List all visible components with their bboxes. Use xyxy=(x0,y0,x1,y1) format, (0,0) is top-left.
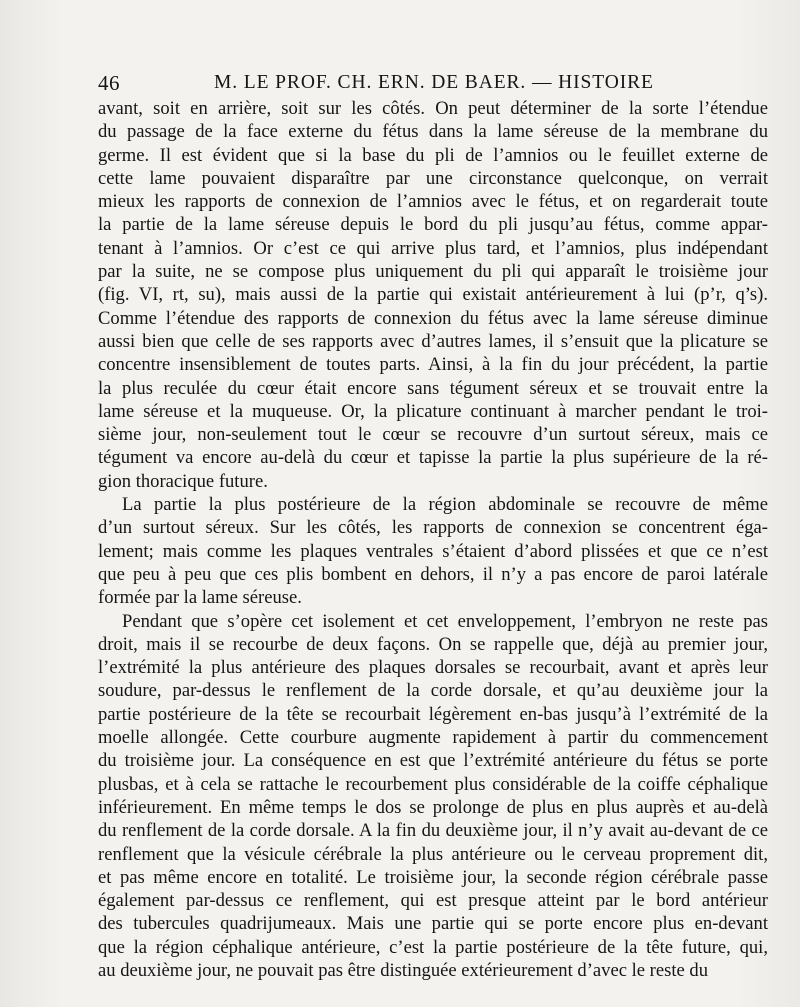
text-line: La partie la plus postérieure de la région abdominale se recouvre de même xyxy=(122,494,768,516)
text-line: tenant à l’amnios. Or c’est ce qui arrive plus tard, et l’amnios, plus indépendant xyxy=(98,237,768,259)
page-number: 46 xyxy=(98,71,120,95)
text-line: du passage de la face externe du fétus dans la lame séreuse de la membrane du xyxy=(98,121,768,143)
text-line: lement; mais comme les plaques ventrales s’étaient d’abord plissées et que ce n’est xyxy=(98,540,768,562)
text-line: que peu à peu que ces plis bombent en dehors, il n’y a pas encore de paroi latérale xyxy=(98,563,768,585)
text-line: que la région céphalique antérieure, c’est la partie postérieure de la tête future, qui, xyxy=(98,936,768,958)
text-line: droit, mais il se recourbe de deux façons. On se rappelle que, déjà au premier jour, xyxy=(98,633,768,655)
text-line: du renflement de la corde dorsale. A la fin du deuxième jour, il n’y avait au-devant de ce xyxy=(98,820,768,842)
text-line: par la suite, ne se compose plus uniquement du pli qui apparaît le troisième jour xyxy=(98,261,768,283)
text-line: et pas même encore en totalité. Le troisième jour, la seconde région cérébrale passe xyxy=(98,866,768,888)
text-line: au deuxième jour, ne pouvait pas être distinguée extérieurement d’avec le reste du xyxy=(98,959,709,981)
text-line: d’un surtout séreux. Sur les côtés, les rapports de connexion se concentrent éga- xyxy=(98,517,768,539)
text-line: cette lame pouvaient disparaître par une circonstance quelconque, on verrait xyxy=(98,167,768,189)
text-line: germe. Il est évident que si la base du pli de l’amnios ou le feuillet externe de xyxy=(98,144,768,166)
page-header xyxy=(98,70,760,96)
paragraph xyxy=(98,493,768,609)
text-line: renflement que la vésicule cérébrale la plus antérieure ou le cerveau proprement dit, xyxy=(98,843,768,865)
text-line: plusbas, et à cela se rattache le recourbement plus considérable de la coiffe céphalique xyxy=(98,773,768,795)
text-line: la partie de la lame séreuse depuis le bord du pli jusqu’au fétus, comme appar- xyxy=(98,214,768,236)
text-line: Pendant que s’opère cet isolement et cet enveloppement, l’embryon ne reste pas xyxy=(122,610,768,632)
text-line: lame séreuse et la muqueuse. Or, la plicature continuant à marcher pendant le troi- xyxy=(98,400,768,422)
text-line: la plus reculée du cœur était encore sans tégument séreux et se trouvait entre la xyxy=(98,377,768,399)
text-line: du troisième jour. La conséquence en est que l’extrémité antérieure du fétus se porte xyxy=(98,750,768,772)
paragraph xyxy=(98,97,768,493)
text-line: gion thoracique future. xyxy=(98,470,268,492)
text-line: Comme l’étendue des rapports de connexion du fétus avec la lame séreuse diminue xyxy=(98,307,768,329)
text-line: sième jour, non-seulement tout le cœur se recouvre d’un surtout séreux, mais ce xyxy=(98,424,768,446)
paragraph xyxy=(98,610,768,983)
text-line: inférieurement. En même temps le dos se prolonge de plus en plus auprès et au-delà xyxy=(98,796,768,818)
text-line: (fig. VI, rt, su), mais aussi de la partie qui existait antérieurement à lui (p’r, q’s). xyxy=(98,284,768,306)
text-line: soudure, par-dessus le renflement de la corde dorsale, et qu’au deuxième jour la xyxy=(98,680,768,702)
text-line: concentre insensiblement de toutes parts. Ainsi, à la fin du jour précédent, la partie xyxy=(98,354,768,376)
text-line: formée par la lame séreuse. xyxy=(98,587,302,609)
body-text xyxy=(98,97,768,982)
text-line: également par-dessus ce renflement, qui est presque atteint par le bord antérieur xyxy=(98,890,768,912)
text-line: moelle allongée. Cette courbure augmente rapidement à partir du commencement xyxy=(98,727,768,749)
text-line: mieux les rapports de connexion de l’amnios avec le fétus, et on regarderait toute xyxy=(98,191,768,213)
running-head: M. LE PROF. CH. ERN. DE BAER. — HISTOIRE xyxy=(214,72,654,93)
text-line: tégument va encore au-delà du cœur et tapisse la partie la plus supérieure de la ré- xyxy=(98,447,768,469)
text-line: des tubercules quadrijumeaux. Mais une partie qui se porte encore plus en-devant xyxy=(98,913,768,935)
text-line: avant, soit en arrière, soit sur les côtés. On peut déterminer de la sorte l’étendue xyxy=(98,98,768,119)
text-line: partie postérieure de la tête se recourbait légèrement en-bas jusqu’à l’extrémité de la xyxy=(98,703,768,725)
text-line: l’extrémité la plus antérieure des plaques dorsales se recourbait, avant et après leur xyxy=(98,657,768,679)
text-line: aussi bien que celle de ses rapports avec d’autres lames, il s’ensuit que la plicature se xyxy=(98,330,768,352)
